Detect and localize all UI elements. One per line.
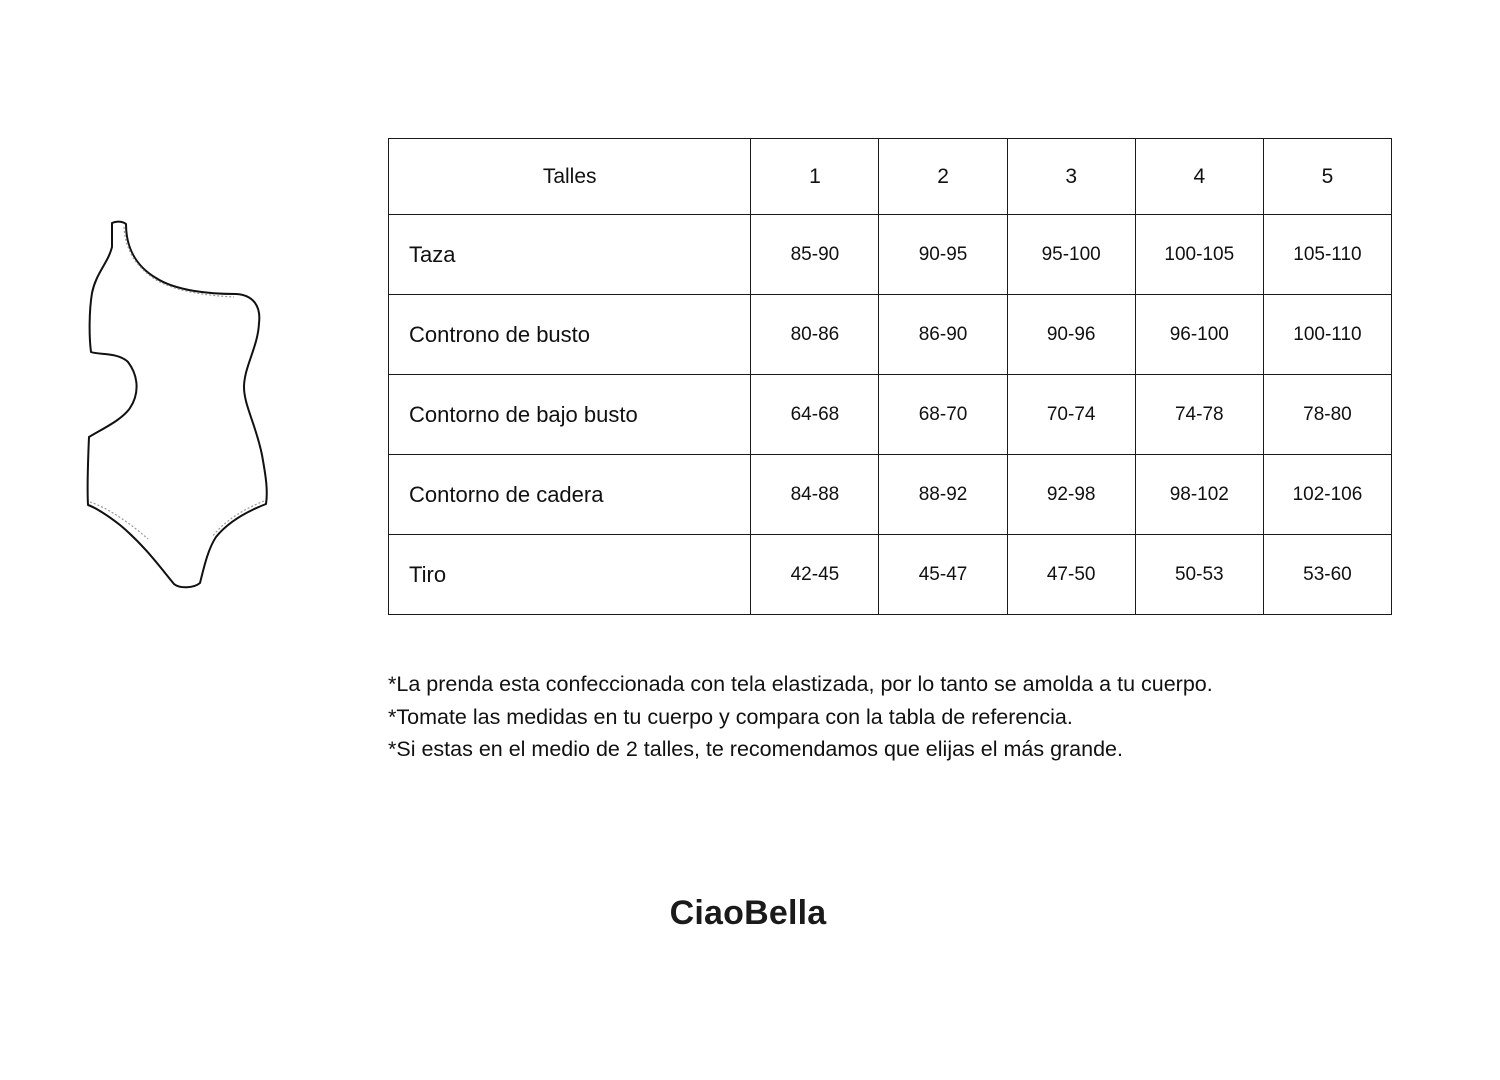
table-row <box>389 295 1392 375</box>
table-cell: 100-110 <box>1263 295 1391 375</box>
header-size: 4 <box>1135 139 1263 215</box>
table-cell: 105-110 <box>1263 215 1391 295</box>
row-label-tiro: Tiro <box>389 535 751 615</box>
table-cell: 96-100 <box>1135 295 1263 375</box>
row-label-bajo-busto: Contorno de bajo busto <box>389 375 751 455</box>
table-cell: 70-74 <box>1007 375 1135 455</box>
header-size: 3 <box>1007 139 1135 215</box>
notes <box>388 668 1468 766</box>
header-size: 2 <box>879 139 1007 215</box>
table-cell: 45-47 <box>879 535 1007 615</box>
table-row <box>389 375 1392 455</box>
table-cell: 98-102 <box>1135 455 1263 535</box>
table-cell: 47-50 <box>1007 535 1135 615</box>
swimsuit-illustration <box>78 215 278 600</box>
table-cell: 100-105 <box>1135 215 1263 295</box>
table-cell: 86-90 <box>879 295 1007 375</box>
table-cell: 74-78 <box>1135 375 1263 455</box>
table-cell: 92-98 <box>1007 455 1135 535</box>
note-choose-larger: *Si estas en el medio de 2 talles, te recomendamos que elijas el más grande. <box>388 737 1123 761</box>
header-size: 5 <box>1263 139 1391 215</box>
note-take-measurements: *Tomate las medidas en tu cuerpo y compara con la tabla de referencia. <box>388 704 1073 729</box>
table-cell: 95-100 <box>1007 215 1135 295</box>
table-row <box>389 215 1392 295</box>
header-size: 1 <box>751 139 879 215</box>
table-row <box>389 535 1392 615</box>
table-cell: 85-90 <box>751 215 879 295</box>
one-shoulder-swimsuit-icon <box>78 215 278 600</box>
row-label-cadera: Contorno de cadera <box>389 455 751 535</box>
table-cell: 50-53 <box>1135 535 1263 615</box>
table-cell: 90-95 <box>879 215 1007 295</box>
table-cell: 90-96 <box>1007 295 1135 375</box>
table-cell: 42-45 <box>751 535 879 615</box>
row-label-taza: Taza <box>389 215 751 295</box>
table-row <box>389 455 1392 535</box>
table-header-row <box>389 139 1392 215</box>
table-cell: 68-70 <box>879 375 1007 455</box>
table-cell: 78-80 <box>1263 375 1391 455</box>
table-cell: 64-68 <box>751 375 879 455</box>
table-cell: 53-60 <box>1263 535 1391 615</box>
row-label-busto: Controno de busto <box>389 295 751 375</box>
table-cell: 80-86 <box>751 295 879 375</box>
size-table <box>388 138 1392 615</box>
header-talles: Talles <box>389 139 751 215</box>
table-cell: 102-106 <box>1263 455 1391 535</box>
note-elastic-fabric: *La prenda esta confeccionada con tela elastizada, por lo tanto se amolda a tu cuerpo. <box>388 672 1213 696</box>
table-cell: 84-88 <box>751 455 879 535</box>
brand-logo: CiaoBella <box>669 894 827 932</box>
table-cell: 88-92 <box>879 455 1007 535</box>
